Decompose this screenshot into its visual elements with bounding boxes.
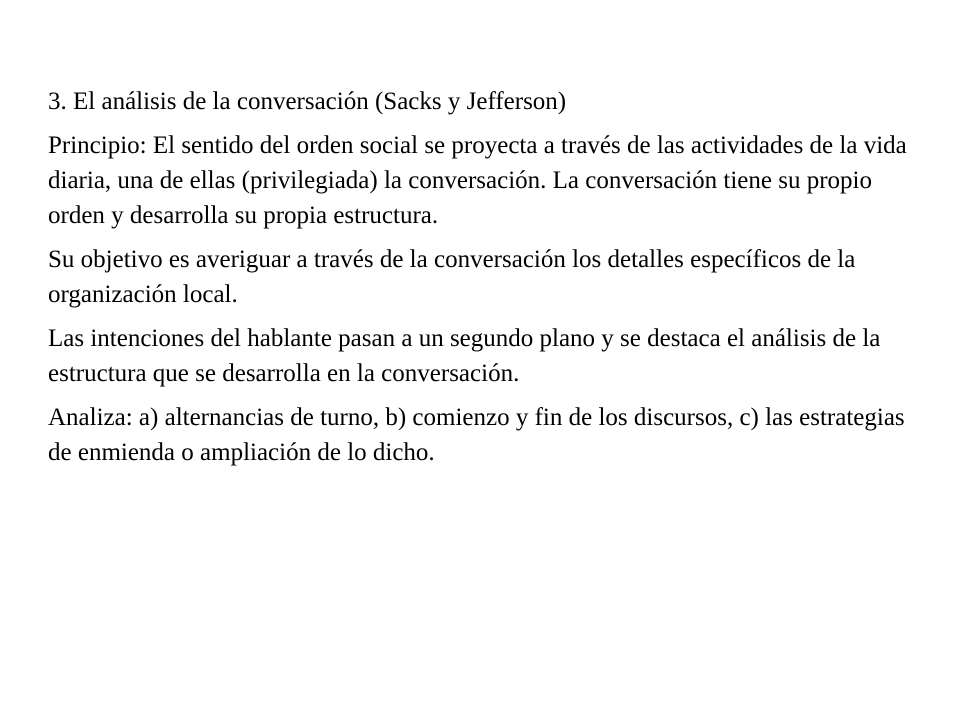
paragraph-intenciones: Las intenciones del hablante pasan a un segundo plano y se destaca el análisis de la estructura que se desarrolla en la conversación. [48, 325, 881, 387]
paragraph-analiza: Analiza: a) alternancias de turno, b) comienzo y fin de los discursos, c) las estrategias de enmienda o ampliación de lo dicho. [48, 404, 905, 466]
paragraph-principio: Principio: El sentido del orden social se proyecta a través de las actividades de la vida diaria, una de ellas (privilegiada) la conversación. La conversación tiene su propio orden y desarrolla su propia estructura. [48, 132, 907, 229]
paragraph-objetivo: Su objetivo es averiguar a través de la conversación los detalles específicos de la organización local. [48, 246, 856, 308]
slide-title: 3. El análisis de la conversación (Sacks y Jefferson) [48, 88, 567, 115]
slide-content [48, 84, 928, 479]
